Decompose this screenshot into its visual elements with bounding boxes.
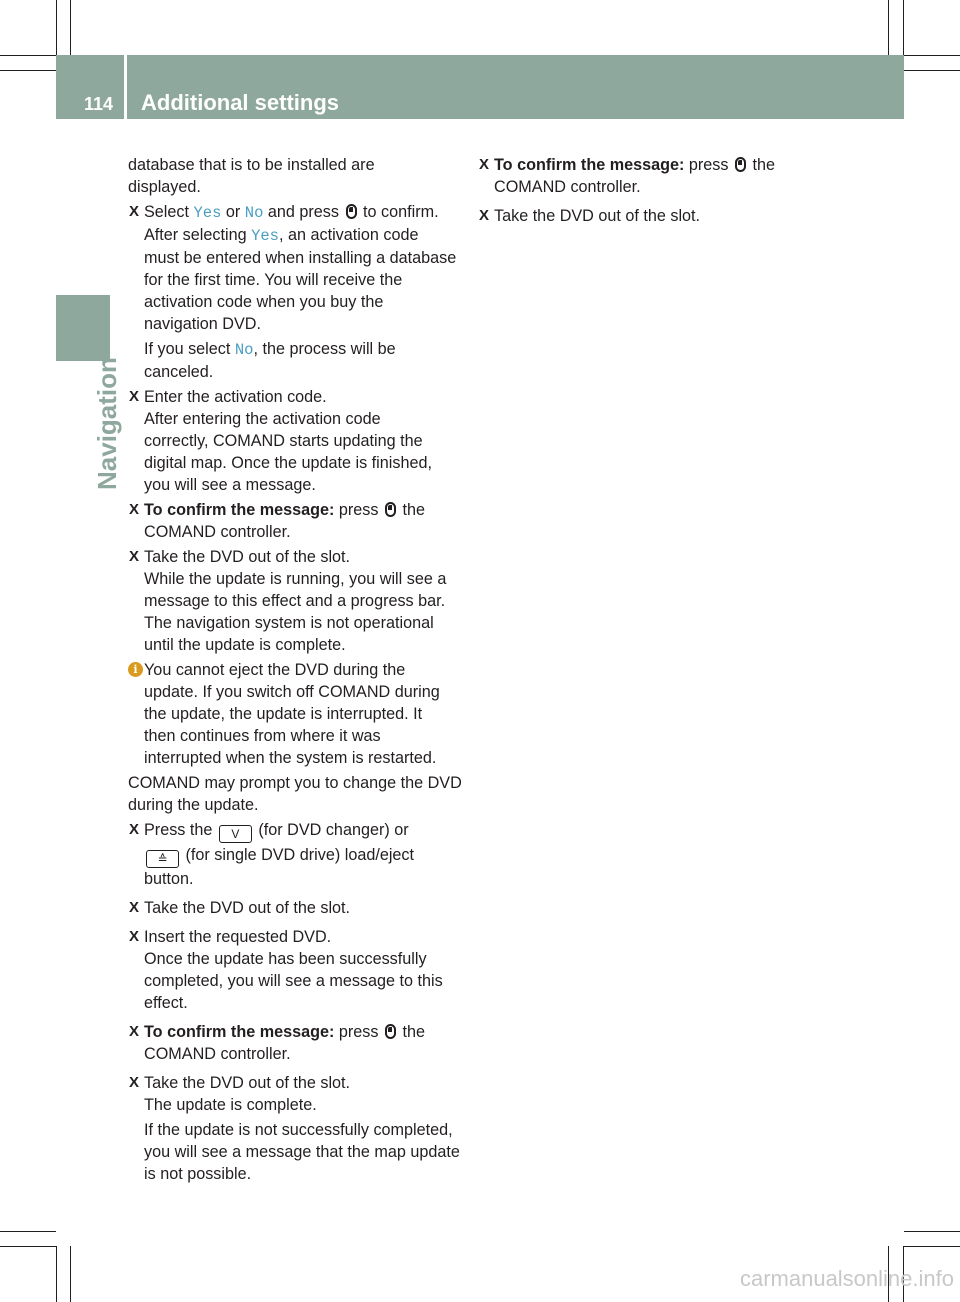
- right-column: [478, 154, 812, 227]
- text-line: completed, you will see a message to this: [144, 972, 443, 990]
- text-line: The update is complete.: [144, 1096, 317, 1114]
- text-line: database that is to be installed are: [128, 156, 375, 174]
- step-bullet: X: [129, 928, 140, 945]
- side-tab-block: [56, 295, 110, 361]
- text-line: Take the DVD out of the slot.: [144, 1074, 351, 1092]
- text-line: Insert the requested DVD.: [144, 928, 332, 946]
- crop-mark: [904, 1246, 960, 1247]
- text-line: interrupted when the system is restarted.: [144, 749, 437, 767]
- step: [478, 205, 812, 227]
- text-line: must be entered when installing a database: [144, 249, 457, 267]
- crop-mark: [56, 0, 57, 55]
- text-line: Press the V (for DVD changer) or: [144, 821, 409, 841]
- text-line: ≙ (for single DVD drive) load/eject: [144, 844, 462, 868]
- text-line: To confirm the message: press the: [144, 501, 426, 519]
- crop-mark: [0, 70, 56, 71]
- text-line: While the update is running, you will see a: [144, 570, 447, 588]
- step: [478, 154, 812, 198]
- text-line: If the update is not successfully completed,: [144, 1121, 453, 1139]
- crop-mark: [56, 1246, 57, 1302]
- step-bullet: X: [129, 1074, 140, 1091]
- option-no: No: [234, 341, 254, 359]
- step: [128, 201, 462, 383]
- step-bullet: X: [129, 1023, 140, 1040]
- controller-press-icon: [385, 502, 396, 517]
- text-line: Take the DVD out of the slot.: [144, 548, 351, 566]
- step: [128, 1072, 462, 1185]
- step-bullet: X: [129, 548, 140, 565]
- text-line: After selecting Yes, an activation code: [144, 226, 419, 245]
- text-line: displayed.: [128, 178, 201, 196]
- crop-mark: [0, 1231, 56, 1232]
- text-line: the update, the update is interrupted. It: [144, 705, 423, 723]
- step: [128, 546, 462, 656]
- text-line: is not possible.: [144, 1165, 252, 1183]
- crop-mark: [70, 0, 71, 55]
- crop-mark: [903, 0, 904, 55]
- text-line: until the update is complete.: [144, 636, 346, 654]
- step-bullet: X: [479, 207, 490, 224]
- text-line: COMAND may prompt you to change the DVD: [128, 774, 462, 792]
- text-line: effect.: [144, 994, 188, 1012]
- text-line: you will see a message.: [144, 476, 316, 494]
- watermark: carmanualsonline.info: [739, 1266, 954, 1291]
- text-line: update. If you switch off COMAND during: [144, 683, 440, 701]
- text-line: activation code when you buy the: [144, 293, 384, 311]
- text-line: COMAND controller.: [144, 1045, 291, 1063]
- text-line: button.: [144, 870, 194, 888]
- text-line: The navigation system is not operational: [144, 614, 434, 632]
- eject-icon: ≙: [146, 850, 179, 868]
- step: [128, 819, 462, 890]
- step-bullet: X: [129, 203, 140, 220]
- text-line: To confirm the message: press the: [494, 156, 776, 174]
- step: [128, 499, 462, 543]
- controller-press-icon: [735, 157, 746, 172]
- text-line: Take the DVD out of the slot.: [494, 207, 701, 225]
- step: [128, 1021, 462, 1065]
- step-bullet: X: [129, 821, 140, 838]
- step: [128, 897, 462, 919]
- text-line: canceled.: [144, 363, 214, 381]
- controller-press-icon: [385, 1024, 396, 1039]
- text-line: message to this effect and a progress bar.: [144, 592, 446, 610]
- text-line: you will see a message that the map update: [144, 1143, 460, 1161]
- text-line: COMAND controller.: [494, 178, 641, 196]
- step-bullet: X: [129, 388, 140, 405]
- text-line: Take the DVD out of the slot.: [144, 899, 351, 917]
- step: [128, 386, 462, 496]
- text-line: then continues from where it was: [144, 727, 381, 745]
- crop-mark: [904, 55, 960, 56]
- text-line: Select Yes or No and press to confirm.: [144, 203, 439, 222]
- page-number: 114: [84, 94, 114, 114]
- text-line: navigation DVD.: [144, 315, 261, 333]
- text-line: Enter the activation code.: [144, 388, 327, 406]
- text-line: correctly, COMAND starts updating the: [144, 432, 423, 450]
- info-icon: i: [128, 662, 143, 677]
- info-note: [128, 659, 462, 769]
- crop-mark: [0, 55, 56, 56]
- crop-mark: [904, 1231, 960, 1232]
- crop-mark: [0, 1246, 56, 1247]
- text-line: To confirm the message: press the: [144, 1023, 426, 1041]
- text-line: Once the update has been successfully: [144, 950, 427, 968]
- step-bullet: X: [129, 501, 140, 518]
- option-yes: Yes: [193, 204, 222, 222]
- crop-mark: [70, 1246, 71, 1302]
- option-yes: Yes: [251, 227, 279, 245]
- text-line: You cannot eject the DVD during the: [144, 661, 406, 679]
- step: [128, 926, 462, 1014]
- text-line: COMAND controller.: [144, 523, 291, 541]
- text-line: If you select No, the process will be: [144, 340, 396, 359]
- text-line: for the first time. You will receive the: [144, 271, 403, 289]
- step-bullet: X: [129, 899, 140, 916]
- paragraph: [128, 154, 462, 198]
- text-line: After entering the activation code: [144, 410, 381, 428]
- paragraph: [128, 772, 462, 816]
- option-no: No: [244, 204, 264, 222]
- crop-mark: [904, 70, 960, 71]
- header-divider: [124, 55, 127, 119]
- step-bullet: X: [479, 156, 490, 173]
- text-line: digital map. Once the update is finished,: [144, 454, 432, 472]
- text-line: during the update.: [128, 796, 259, 814]
- side-tab-label: Navigation: [92, 357, 122, 490]
- left-column: [128, 154, 462, 1185]
- crop-mark: [888, 0, 889, 55]
- dvd-changer-icon: V: [219, 825, 252, 843]
- controller-press-icon: [346, 204, 357, 219]
- section-title: Additional settings: [141, 90, 339, 115]
